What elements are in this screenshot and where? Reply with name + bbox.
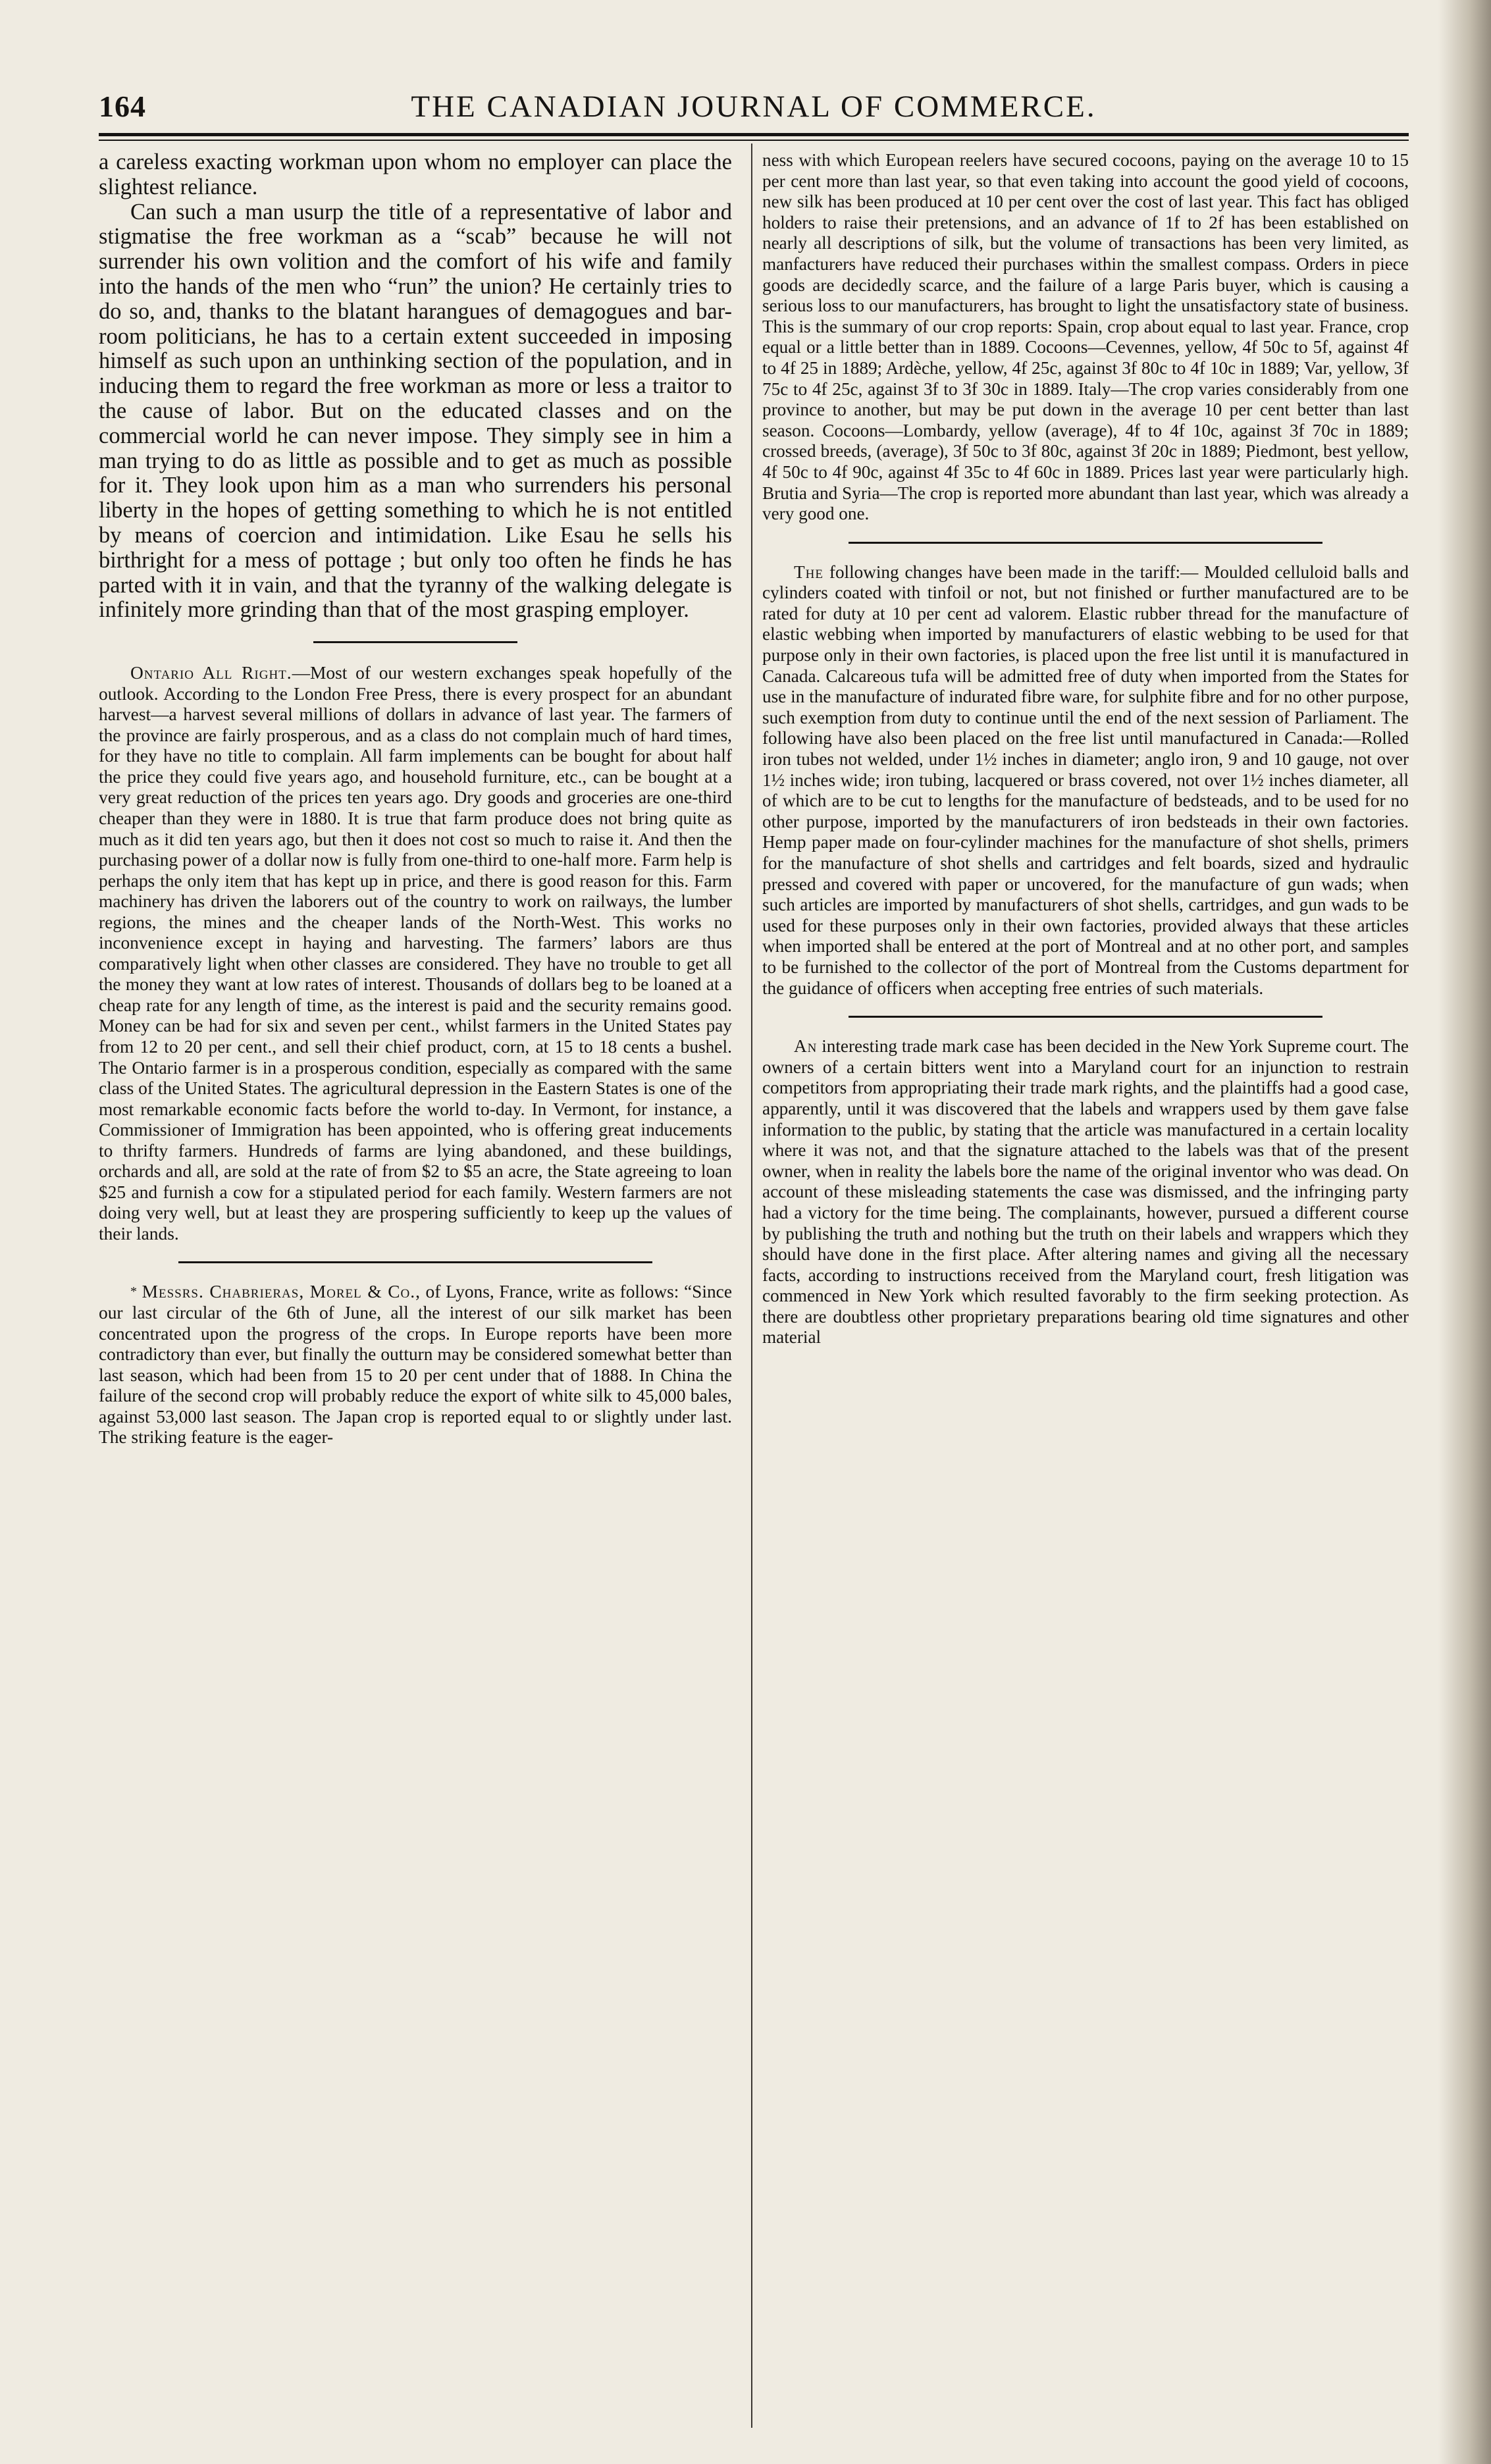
page-edge-shadow — [1438, 0, 1491, 2464]
ontario-heading: Ontario All Right. — [130, 663, 292, 683]
page-header — [99, 89, 1409, 128]
header-rule-thin — [99, 140, 1409, 141]
tariff-article — [762, 562, 1409, 999]
left-column — [99, 150, 732, 1448]
section-separator — [313, 641, 517, 643]
editorial-paragraph: Can such a man usurp the title of a representative of labor and stigmatise the free workman as a “scab” because he will not surrender his own volition and the comfort of his wife and family into the hands of the men who “run” the union? He certainly tries to do so, and, thanks to the blatant harangues of demagogues and bar-room politicians, he has to a certain extent succeeded in imposing himself as such upon an unthinking section of the population, and in inducing them to regard the free workman as more or less a traitor to the cause of labor. But on the educated classes and on the commercial world he can never impose. They simply see in him a man trying to do as little as possible and to get as much as possible for it. They look upon him as a man who surrenders his personal liberty in the hopes of getting something to which he is not entitled by means of coercion and intimidation. Like Esau he sells his birthright for a mess of pottage ; but only too often he finds he has parted with it in vain, and that the tyranny of the walking delegate is infinitely more grinding than that of the most grasping employer. — [99, 199, 732, 623]
header-rule-thick — [99, 133, 1409, 136]
right-column — [762, 150, 1409, 1348]
silk-article-continued: ness with which European reelers have secured cocoons, paying on the average 10 to 15 per cent more than last year, so that even taking into account the good yield of cocoons, new silk has been produced at 10 per cent over the cost of last year. This fact has obliged holders to raise their pretensions, and an advance of 1f to 2f has been established on nearly all descriptions of silk, but the volume of transactions has been very limited, as manfacturers have reduced their purchases within the smallest compass. Orders in piece goods are decidedly scarce, and the failure of a large Paris buyer, which is causing a serious loss to our manufacturers, has brought to light the unsatisfactory state of business. This is the summary of our crop reports: Spain, crop about equal to last year. France, crop equal or a little better than in 1889. Cocoons—Cevennes, yellow, 4f 50c to 5f, against 4f to 4f 25 in 1889; Ardèche, yellow, 4f 25c, against 3f 80c to 4f 10c in 1889; Var, yellow, 3f 75c to 4f 25c, against 3f to 3f 30c in 1889. Italy—The crop varies considerably from one province to another, but may be put down in the average 10 per cent better than last season. Cocoons—Lombardy, yellow (average), 4f to 4f 10c, against 3f 70c in 1889; crossed breeds, (average), 3f 50c to 3f 80c, against 3f 20c in 1889; Piedmont, best yellow, 4f 50c to 4f 90c, against 4f 35c to 4f 60c in 1889. Prices last year were particularly high. Brutia and Syria—The crop is reported more abundant than last year, which was already a very good one. — [762, 150, 1409, 524]
section-separator — [849, 542, 1322, 544]
ontario-article — [99, 663, 732, 1244]
page-number: 164 — [99, 90, 146, 123]
tariff-text: following changes have been made in the tariff:— Moulded celluloid balls and cylinders coated with tinfoil or not, but not finished or further manufactured are to be rated for duty at 10 per cent ad valorem. Elastic rubber thread for the manufacture of elastic webbing when imported by manufacturers of elastic webbing to be used for that purpose only in their own factories, is placed upon the free list until it is manufactured in Canada. Calcareous tufa will be admitted free of duty when imported from the States for use in the manufacture of indurated fibre ware, for sulphite fibre and for no other purpose, such exemption from duty to continue until the end of the next session of Parliament. The following have also been placed on the free list until manufactured in Canada:—Rolled iron tubes not welded, under 1½ inches in diameter; anglo iron, 9 and 10 gauge, not over 1½ inches wide; iron tubing, lacquered or brass covered, not over 1½ inches diameter, all of which are to be cut to lengths for the manufacture of bedsteads, and to be used for no other purpose, imported by the manufacturers of iron bedsteads in their own factories. Hemp paper made on four-cylinder machines for the manufacture of shot shells, primers for the manufacture of shot shells and cartridges and felt boards, sized and hydraulic pressed and covered with paper or uncovered, for the manufacture of gun wads; when such articles are imported by manufacturers of shot shells, cartridges, and gun wads to be used for these purposes only in their own factories, provided always that these articles when imported shall be entered at the port of Montreal and at no other port, and samples to be furnished to the collector of the port of Montreal from the Customs department for the guidance of officers when accepting free entries of such materials. — [762, 562, 1409, 998]
silk-heading: Messrs. Chabrieras, Morel & Co., — [142, 1282, 421, 1302]
journal-title: THE CANADIAN JOURNAL OF COMMERCE. — [411, 90, 1097, 124]
column-divider — [751, 144, 752, 2428]
section-separator — [178, 1261, 652, 1263]
trademark-article — [762, 1036, 1409, 1348]
silk-article — [99, 1282, 732, 1448]
tariff-lead: The — [794, 562, 824, 582]
trademark-lead: An — [794, 1036, 818, 1057]
ontario-text: —Most of our western exchanges speak hopefully of the outlook. According to the London Free Press, there is every prospect for an abundant harvest—a harvest several millions of dollars in advance of last year. The farmers of the province are fairly prosperous, and as a class do not complain much of hard times, for they have no title to complain. All farm implements can be bought for about half the price they could five years ago, and household furniture, etc., can be bought at a very great reduction of the prices ten years ago. Dry goods and groceries are one-third cheaper than they were in 1880. It is true that farm produce does not bring quite as much as it did ten years ago, but then it does not cost so much to raise it. And then the purchasing power of a dollar now is fully from one-third to one-half more. Farm help is perhaps the only item that has kept up in price, and there is good reason for this. Farm machinery has driven the laborers out of the country to work on railways, the lumber regions, the mines and the cheaper lands of the North-West. This works no inconvenience except in haying and harvesting. The farmers’ labors are thus comparatively light when other classes are considered. They have no trouble to get all the money they want at low rates of interest. Thousands of dollars beg to be loaned at a cheap rate for any length of time, as the interest is paid and the security remains good. Money can be had for six and seven per cent., whilst farmers in the United States pay from 12 to 20 per cent., and sell their chief product, corn, at 15 to 18 cents a bushel. The Ontario farmer is in a prosperous condition, especially as compared with the same class of the United States. The agricultural depression in the Eastern States is one of the most remarkable economic facts before the world to-day. In Vermont, for instance, a Commissioner of Immigration has been appointed, who is offering great inducements to thrifty farmers. Hundreds of farms are lying abandoned, and these buildings, orchards and all, are sold at the rate of from $2 to $5 an acre, the State agreeing to loan $25 and furnish a cow for a stipulated period for each family. Western farmers are not doing very well, but at least they are prospering sufficiently to keep up the values of their lands. — [99, 663, 732, 1244]
section-separator — [849, 1016, 1322, 1018]
footnote-mark: * — [130, 1284, 137, 1299]
editorial-paragraph-continued: a careless exacting workman upon whom no employer can place the slightest reliance. — [99, 149, 732, 199]
trademark-text: interesting trade mark case has been decided in the New York Supreme court. The owners of a certain bitters went into a Maryland court for an injunction to restrain competitors from appropriating their trade mark rights, and the plaintiffs had a good case, apparently, until it was discovered that the labels and wrappers used by them gave false information to the public, by stating that the article was manufactured in a certain locality where it was not, and that the signature attached to the labels was that of the present owner, when in reality the labels bore the name of the original inventor who was dead. On account of these misleading statements the case was dismissed, and the infringing party had a victory for the time being. The complainants, however, pursued a different course by publishing the truth and nothing but the truth on their labels and wrappers which they should have done in the first place. After altering names and giving all the necessary facts, according to instructions received from the Maryland court, fresh litigation was commenced in New York which resulted favorably to the firm seeking protection. As there are doubtless other proprietary preparations bearing old time signatures and other material — [762, 1036, 1409, 1348]
silk-text: of Lyons, France, write as follows: “Since our last circular of the 6th of June, all the interest of our silk market has been concentrated upon the progress of the crops. In Europe reports have been more contradictory than ever, but finally the outturn may be considered somewhat better than last season, which had been from 15 to 20 per cent under that of 1888. In China the failure of the second crop will probably reduce the export of white silk to 45,000 bales, against 53,000 last season. The Japan crop is reported equal to or slightly under last. The striking feature is the eager- — [99, 1282, 732, 1448]
